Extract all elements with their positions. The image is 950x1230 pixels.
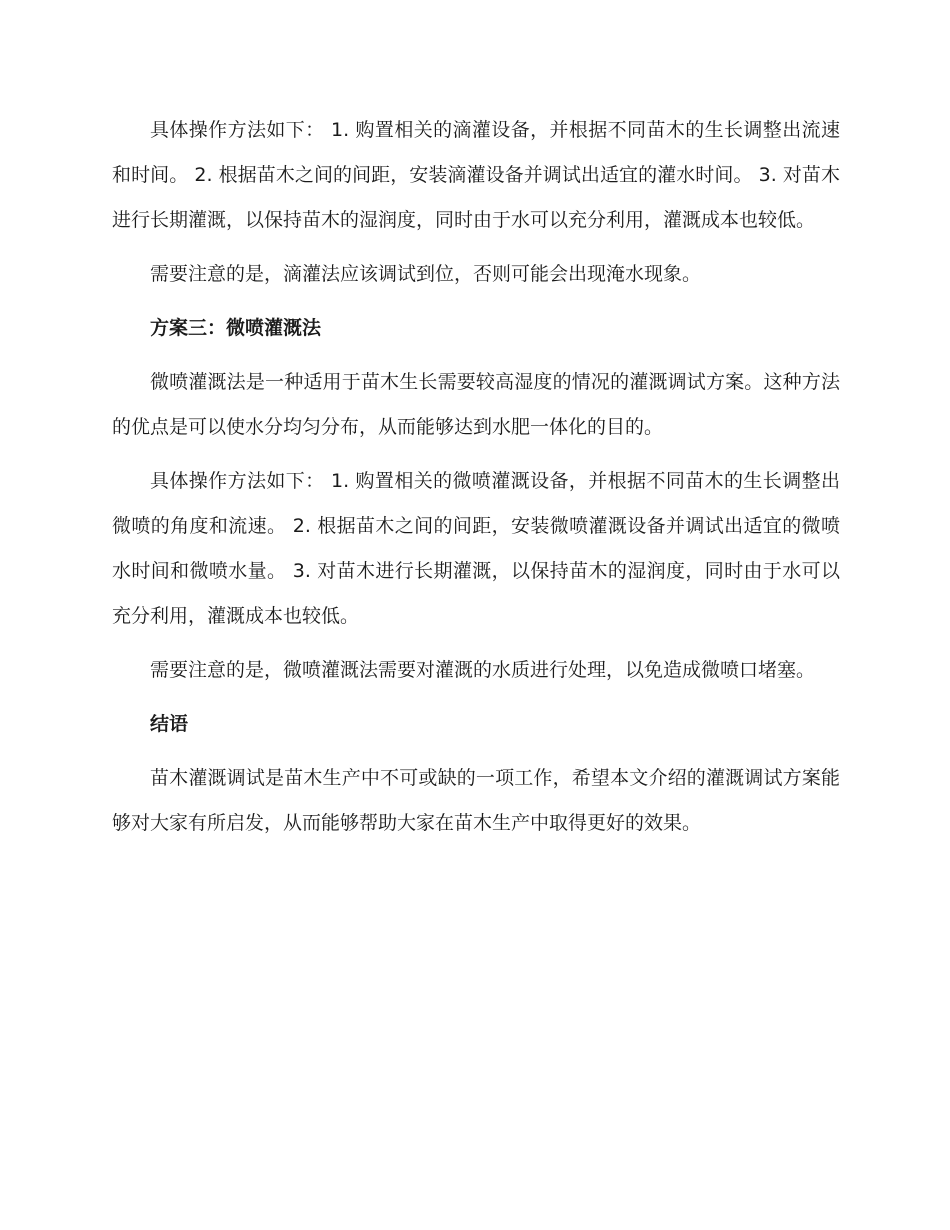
paragraph-micro-spray-steps: 具体操作方法如下： 1. 购置相关的微喷灌溉设备，并根据不同苗木的生长调整出微喷的角度和流速。 2. 根据苗木之间的间距，安装微喷灌溉设备并调试出适宜的微喷水时间和微喷水量。 3. 对苗木进行长期灌溉，以保持苗木的湿润度，同时由于水可以充分利用，灌溉成本也较低。 (112, 470, 840, 627)
paragraph-drip-steps: 具体操作方法如下： 1. 购置相关的滴灌设备，并根据不同苗木的生长调整出流速和时间。 2. 根据苗木之间的间距，安装滴灌设备并调试出适宜的灌水时间。 3. 对苗木进行长期灌溉，以保持苗木的湿润度，同时由于水可以充分利用，灌溉成本也较低。 (112, 119, 840, 231)
section-heading-micro-spray: 方案三：微喷灌溉法 (150, 317, 322, 339)
paragraph-drip-note: 需要注意的是，滴灌法应该调试到位，否则可能会出现淹水现象。 (150, 263, 702, 285)
paragraph-conclusion: 苗木灌溉调试是苗木生产中不可或缺的一项工作，希望本文介绍的灌溉调试方案能够对大家有所启发，从而能够帮助大家在苗木生产中取得更好的效果。 (112, 767, 840, 834)
section-heading-conclusion: 结语 (150, 713, 189, 735)
paragraph-micro-spray-intro: 微喷灌溉法是一种适用于苗木生长需要较高湿度的情况的灌溉调试方案。这种方法的优点是可以使水分均匀分布，从而能够达到水肥一体化的目的。 (112, 371, 840, 438)
document-body (112, 108, 840, 855)
paragraph-micro-spray-note: 需要注意的是，微喷灌溉法需要对灌溉的水质进行处理，以免造成微喷口堵塞。 (150, 659, 816, 681)
